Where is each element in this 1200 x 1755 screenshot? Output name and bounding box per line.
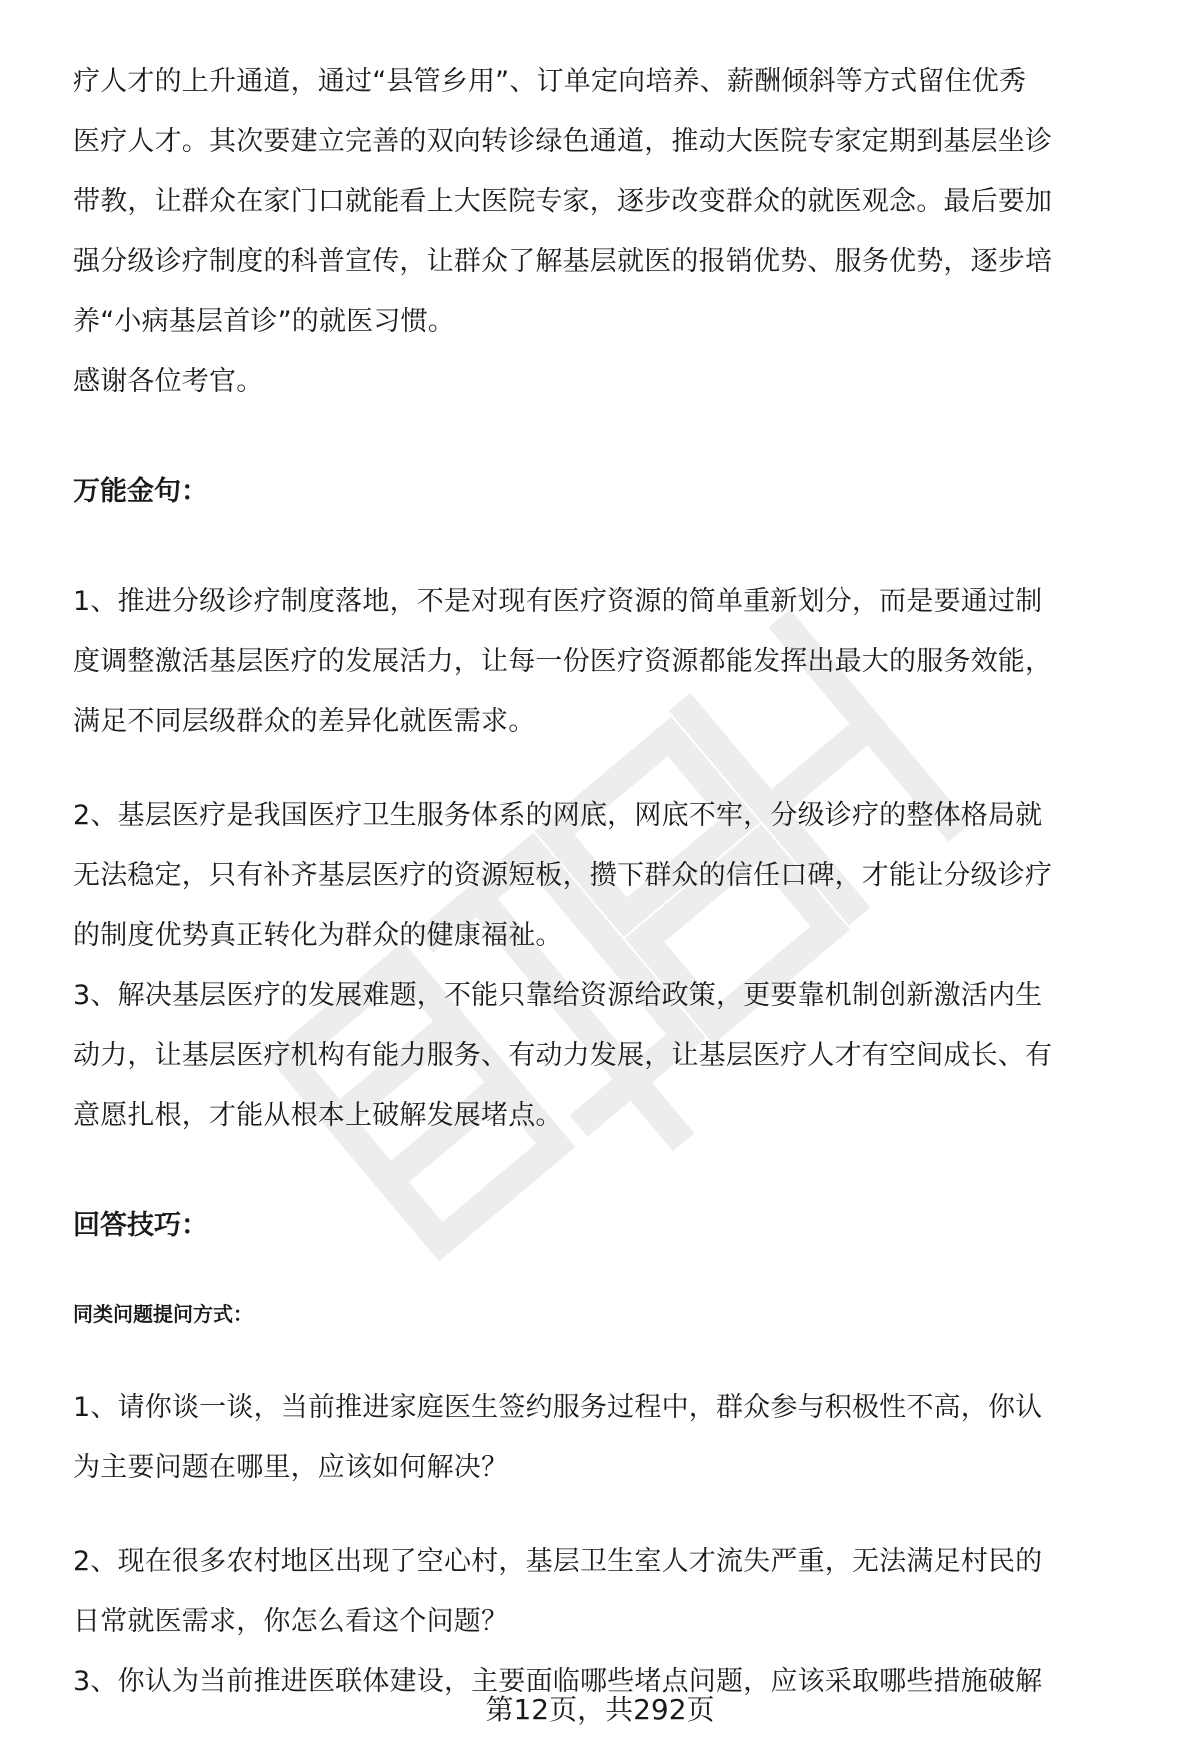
golden-item-1 [73, 572, 1143, 752]
page-number-label: 第12页，共292页 [485, 1693, 715, 1726]
page-footer [0, 1690, 1200, 1730]
tips-subheading: 同类问题提问方式： [73, 1302, 253, 1326]
golden-item-2 [73, 786, 1143, 966]
golden-item-2-line-1: 2、基层医疗是我国医疗卫生服务体系的网底，网底不牢，分级诊疗的整体格局就 [73, 800, 1043, 831]
golden-item-3 [73, 966, 1143, 1146]
tips-item-2-line-2: 日常就医需求，你怎么看这个问题？ [73, 1606, 509, 1637]
golden-item-3-line-3: 意愿扎根，才能从根本上破解发展堵点。 [73, 1100, 563, 1131]
intro-line-5: 养“小病基层首诊”的就医习惯。 [73, 306, 455, 337]
intro-line-4: 强分级诊疗制度的科普宣传，让群众了解基层就医的报销优势、服务优势，逐步培 [73, 246, 1053, 277]
golden-item-3-line-2: 动力，让基层医疗机构有能力服务、有动力发展，让基层医疗人才有空间成长、有 [73, 1040, 1053, 1071]
golden-item-1-line-1: 1、推进分级诊疗制度落地，不是对现有医疗资源的简单重新划分，而是要通过制 [73, 586, 1043, 617]
golden-item-1-line-3: 满足不同层级群众的差异化就医需求。 [73, 706, 536, 737]
golden-item-1-line-2: 度调整激活基层医疗的发展活力，让每一份医疗资源都能发挥出最大的服务效能， [73, 646, 1053, 677]
tips-item-1-line-1: 1、请你谈一谈，当前推进家庭医生签约服务过程中，群众参与积极性不高，你认 [73, 1392, 1043, 1423]
intro-line-2: 医疗人才。其次要建立完善的双向转诊绿色通道，推动大医院专家定期到基层坐诊 [73, 126, 1053, 157]
tips-item-2-line-1: 2、现在很多农村地区出现了空心村，基层卫生室人才流失严重，无法满足村民的 [73, 1546, 1043, 1577]
tips-item-3-line-1: 3、你认为当前推进医联体建设，主要面临哪些堵点问题，应该采取哪些措施破解 [73, 1666, 1043, 1697]
intro-closing: 感谢各位考官。 [73, 366, 264, 397]
golden-heading: 万能金句： [73, 476, 208, 507]
tips-heading: 回答技巧： [73, 1210, 208, 1241]
intro-paragraph [73, 52, 1143, 412]
golden-item-3-line-1: 3、解决基层医疗的发展难题，不能只靠给资源给政策，更要靠机制创新激活内生 [73, 980, 1043, 1011]
document-body [73, 52, 1143, 1712]
intro-line-3: 带教，让群众在家门口就能看上大医院专家，逐步改变群众的就医观念。最后要加 [73, 186, 1053, 217]
golden-item-2-line-2: 无法稳定，只有补齐基层医疗的资源短板，攒下群众的信任口碑，才能让分级诊疗 [73, 860, 1053, 891]
golden-item-2-line-3: 的制度优势真正转化为群众的健康福祉。 [73, 920, 563, 951]
intro-line-1: 疗人才的上升通道，通过“县管乡用”、订单定向培养、薪酬倾斜等方式留住优秀 [73, 66, 1027, 97]
tips-item-1-line-2: 为主要问题在哪里，应该如何解决？ [73, 1452, 509, 1483]
tips-item-1 [73, 1378, 1143, 1498]
tips-item-2 [73, 1532, 1143, 1652]
